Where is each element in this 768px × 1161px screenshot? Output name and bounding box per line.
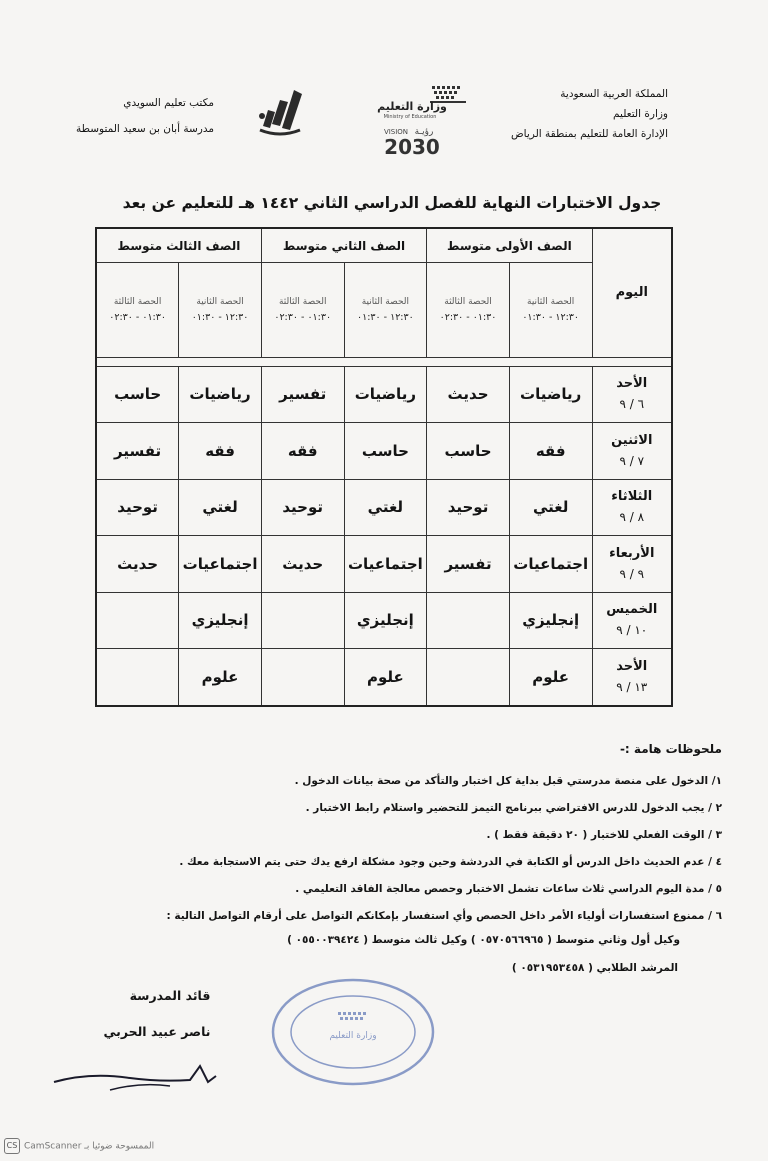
scanner-caption: الممسوحة ضوئيا بـ <box>84 1141 155 1152</box>
office-label: مكتب تعليم السويدي <box>123 97 214 109</box>
subject-cell: رياضيات <box>179 366 262 423</box>
period-header-cell <box>427 263 510 357</box>
subject-cell: رياضيات <box>344 366 427 423</box>
principal-name: ناصر عبيد الحربي <box>103 1024 211 1039</box>
vision-ar: رؤيـة <box>414 127 434 137</box>
period-time: ٠١:٣٠ - ٠٢:٣٠ <box>109 311 166 323</box>
directorate-label: الإدارة العامة للتعليم بمنطقة الرياض <box>510 128 668 140</box>
page-title: جدول الاختبارات النهاية للفصل الدراسي الثاني ١٤٤٢ هـ للتعليم عن بعد <box>122 194 662 212</box>
period-header-cell <box>96 263 179 357</box>
stamp-center-text: وزارة التعليم <box>329 1031 377 1041</box>
schedule-body <box>96 357 672 706</box>
subject-cell: توحيد <box>96 479 179 536</box>
ministry-label: وزارة التعليم <box>613 108 668 120</box>
subject-cell <box>427 592 510 649</box>
subject-cell: حاسب <box>427 423 510 480</box>
school-stamp-icon <box>268 976 438 1088</box>
subject-cell: لغتي <box>344 479 427 536</box>
subject-cell: حديث <box>427 366 510 423</box>
subject-cell: حاسب <box>96 366 179 423</box>
day-name: الاثنين <box>611 432 653 448</box>
subject-cell <box>96 649 179 706</box>
period-label: الحصة الثالثة <box>278 296 327 307</box>
subject-cell: رياضيات <box>509 366 592 423</box>
period-header-cell <box>509 263 592 357</box>
period-label: الحصة الثانية <box>527 296 575 307</box>
period-time: ١٢:٣٠ - ٠١:٣٠ <box>191 311 249 323</box>
notes-heading: ملحوظات هامة :- <box>619 742 722 756</box>
day-cell <box>592 366 672 423</box>
scanner-brand: CamScanner <box>24 1141 82 1152</box>
subject-cell: حديث <box>96 536 179 593</box>
note-item: ٤ / عدم الحديث داخل الدرس أو الكتابة في الدردشة وحين وجود مشكلة ارفع يدك حتى يتم الاستجابة معك . <box>179 856 722 868</box>
day-date: ٦ / ٩ <box>619 397 645 412</box>
day-date: ٧ / ٩ <box>619 453 645 468</box>
period-label: الحصة الثانية <box>361 296 409 307</box>
header-left-block <box>74 90 214 142</box>
period-header-row <box>96 263 672 357</box>
day-name: الأحد <box>616 376 648 392</box>
vision-en: VISION <box>383 128 409 136</box>
day-name: الثلاثاء <box>611 489 653 505</box>
contact-line-counselor: المرشد الطلابي ( ٠٥٣١٩٥٣٤٥٨ ) <box>511 962 678 974</box>
period-header-cell <box>179 263 262 357</box>
subject-cell <box>261 592 344 649</box>
spacer-cell <box>96 357 672 366</box>
kingdom-label: المملكة العربية السعودية <box>560 88 668 100</box>
period-label: الحصة الثالثة <box>444 296 492 307</box>
subject-cell <box>261 649 344 706</box>
table-row <box>96 649 672 706</box>
day-name: الأربعاء <box>609 545 655 561</box>
table-spacer-row <box>96 357 672 366</box>
day-name: الخميس <box>606 602 658 618</box>
moe-name-en: Ministry of Education <box>383 114 437 120</box>
period-header-cell <box>261 263 344 357</box>
day-date: ١٣ / ٩ <box>616 680 648 695</box>
period-time: ٠١:٣٠ - ٠٢:٣٠ <box>274 311 332 323</box>
note-item: ٣ / الوقت الفعلي للاختبار ( ٢٠ دقيقة فقط ) . <box>486 829 722 841</box>
vision-year: 2030 <box>384 135 440 159</box>
period-label: الحصة الثانية <box>196 296 244 307</box>
grade-header-3: الصف الثالث متوسط <box>96 228 261 263</box>
moe-name-ar: وزارة التعليم <box>377 100 447 113</box>
subject-cell: علوم <box>509 649 592 706</box>
day-cell <box>592 649 672 706</box>
subject-cell: اجتماعيات <box>179 536 262 593</box>
ministry-logo-icon <box>370 82 480 172</box>
table-row <box>96 366 672 423</box>
note-item: ٦ / ممنوع استفسارات أولياء الأمر داخل الحصص وأي استفسار بإمكانكم التواصل على أرقام التواصل التالية : <box>166 910 722 922</box>
table-row <box>96 536 672 593</box>
school-label: مدرسة أبان بن سعيد المتوسطة <box>75 123 214 135</box>
period-label: الحصة الثالثة <box>113 296 162 307</box>
table-row <box>96 423 672 480</box>
subject-cell: علوم <box>344 649 427 706</box>
grade-header-1: الصف الأولى متوسط <box>427 228 592 263</box>
day-date: ٨ / ٩ <box>619 510 645 525</box>
subject-cell: تفسير <box>96 423 179 480</box>
subject-cell <box>427 649 510 706</box>
subject-cell: فقه <box>179 423 262 480</box>
day-cell <box>592 592 672 649</box>
subject-cell: إنجليزي <box>179 592 262 649</box>
period-time: ١٢:٣٠ - ٠١:٣٠ <box>522 311 580 323</box>
handwritten-signature-icon <box>50 1052 220 1100</box>
day-cell <box>592 536 672 593</box>
subject-cell: فقه <box>509 423 592 480</box>
note-item: ٥ / مدة اليوم الدراسي ثلاث ساعات تشمل الاختبار وحصص معالجة الفاقد التعليمي . <box>295 883 722 895</box>
subject-cell: لغتي <box>179 479 262 536</box>
school-logo-icon <box>250 86 310 142</box>
day-name: الأحد <box>616 659 648 675</box>
header-right-block <box>468 84 668 144</box>
subject-cell: اجتماعيات <box>509 536 592 593</box>
note-item: ١/ الدخول على منصة مدرستي قبل بداية كل اختبار والتأكد من صحة بيانات الدخول . <box>294 775 722 787</box>
note-item: ٢ / يجب الدخول للدرس الافتراضي ببرنامج التيمز للتحضير واستلام رابط الاختبار . <box>305 802 722 814</box>
day-date: ٩ / ٩ <box>619 566 645 581</box>
scanner-footer <box>4 1138 154 1154</box>
subject-cell: فقه <box>261 423 344 480</box>
period-time: ٠١:٣٠ - ٠٢:٣٠ <box>439 311 497 323</box>
subject-cell: علوم <box>179 649 262 706</box>
principal-title: قائد المدرسة <box>129 988 211 1003</box>
day-column-header: اليوم <box>592 228 672 357</box>
period-header-cell <box>344 263 427 357</box>
subject-cell: توحيد <box>427 479 510 536</box>
table-row <box>96 592 672 649</box>
subject-cell: اجتماعيات <box>344 536 427 593</box>
subject-cell: لغتي <box>509 479 592 536</box>
subject-cell: حديث <box>261 536 344 593</box>
subject-cell: تفسير <box>427 536 510 593</box>
subject-cell: حاسب <box>344 423 427 480</box>
subject-cell: إنجليزي <box>344 592 427 649</box>
day-cell <box>592 423 672 480</box>
camscanner-icon: CS <box>4 1138 20 1154</box>
day-date: ١٠ / ٩ <box>616 623 648 638</box>
contact-line-deputies: وكيل أول وثاني متوسط ( ٠٥٧٠٥٦٦٩٦٥ ) وكيل ثالث متوسط ( ٠٥٥٠٠٣٩٤٢٤ ) <box>287 934 680 946</box>
subject-cell: إنجليزي <box>509 592 592 649</box>
subject-cell: توحيد <box>261 479 344 536</box>
period-time: ١٢:٣٠ - ٠١:٣٠ <box>357 311 414 323</box>
notes-section <box>70 742 722 930</box>
subject-cell: تفسير <box>261 366 344 423</box>
exam-schedule-table <box>95 227 673 707</box>
grade-header-2: الصف الثاني متوسط <box>261 228 426 263</box>
day-cell <box>592 479 672 536</box>
table-row <box>96 479 672 536</box>
subject-cell <box>96 592 179 649</box>
